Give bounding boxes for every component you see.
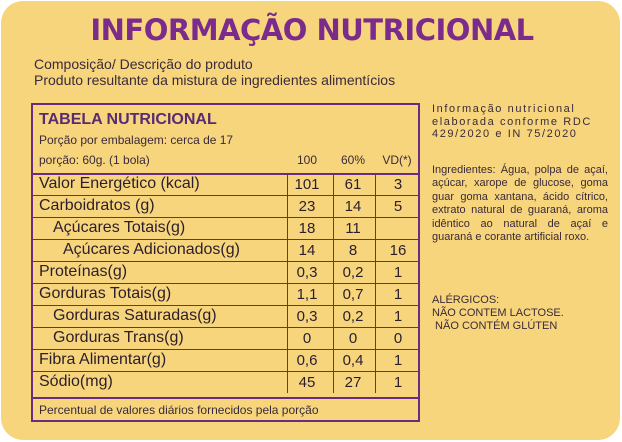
ingredients-text: Ingredientes: Água, polpa de açaí, açúcar, xarope de glucose, goma guar goma xantana, ácido cítrico, extrato natural de guaraná, aroma idêntico ao natural de açaí e guaraná e corante artificial roxo. xyxy=(432,164,608,244)
row-label-total-sugars: Açúcares Totais(g) xyxy=(53,219,186,236)
row-label-sodium: Sódio(mg) xyxy=(39,373,113,390)
column-header-100: 100 xyxy=(296,153,318,167)
row-label-trans-fat: Gorduras Trans(g) xyxy=(53,329,184,346)
row-label-fiber: Fibra Alimentar(g) xyxy=(39,351,167,368)
cell-sodium-per-portion: 27 xyxy=(344,374,362,391)
row-divider xyxy=(33,371,418,372)
cell-saturated-fat-per-100: 0,3 xyxy=(296,308,318,325)
cell-energy-per-100: 101 xyxy=(294,176,320,193)
row-divider xyxy=(33,283,418,284)
row-label-energy: Valor Energético (kcal) xyxy=(39,175,200,192)
column-divider xyxy=(287,173,288,393)
cell-carbs-per-100: 23 xyxy=(298,198,316,215)
cell-saturated-fat-per-portion: 0,2 xyxy=(342,308,364,325)
row-divider xyxy=(33,305,418,306)
column-divider xyxy=(333,173,334,393)
servings-per-package: Porção por embalagem: cerca de 17 xyxy=(39,133,234,147)
row-divider xyxy=(33,349,418,350)
cell-fiber-per-portion: 0,4 xyxy=(342,352,364,369)
regulation-line: elaborada conforme RDC xyxy=(432,115,592,128)
allergens-block xyxy=(432,294,608,333)
cell-total-fat-per-portion: 0,7 xyxy=(342,286,364,303)
portion-size: porção: 60g. (1 bola) xyxy=(39,153,150,167)
cell-added-sugars-per-100: 14 xyxy=(298,242,316,259)
cell-total-fat-per-100: 1,1 xyxy=(296,286,318,303)
cell-energy-daily-value: 3 xyxy=(393,176,403,193)
cell-trans-fat-daily-value: 0 xyxy=(393,330,403,347)
table-footnote: Percentual de valores diários fornecidos pela porção xyxy=(39,403,319,417)
regulation-line: Informação nutricional xyxy=(432,103,576,115)
cell-fiber-daily-value: 1 xyxy=(393,352,403,369)
row-label-saturated-fat: Gorduras Saturadas(g) xyxy=(53,307,217,324)
cell-sodium-per-100: 45 xyxy=(298,374,316,391)
column-header-60: 60% xyxy=(340,153,366,167)
cell-protein-per-portion: 0,2 xyxy=(342,264,364,281)
cell-total-sugars-per-100: 18 xyxy=(298,220,316,237)
allergen-gluten: NÃO CONTÉM GLÚTEN xyxy=(432,320,558,332)
table-heading: TABELA NUTRICIONAL xyxy=(39,111,217,128)
nutrition-table xyxy=(31,103,420,422)
row-label-added-sugars: Açúcares Adicionados(g) xyxy=(63,241,240,258)
cell-saturated-fat-daily-value: 1 xyxy=(393,308,403,325)
cell-total-sugars-per-portion: 11 xyxy=(345,220,361,237)
cell-energy-per-portion: 61 xyxy=(344,176,362,193)
cell-protein-per-100: 0,3 xyxy=(296,264,318,281)
row-label-carbs: Carboidratos (g) xyxy=(39,197,155,214)
table-footer-rule xyxy=(33,397,418,399)
cell-sodium-daily-value: 1 xyxy=(393,374,403,391)
allergen-lactose: NÃO CONTEM LACTOSE. xyxy=(432,307,564,319)
cell-added-sugars-per-portion: 8 xyxy=(348,242,358,259)
composition-heading: Composição/ Descrição do produto xyxy=(34,56,253,72)
cell-carbs-daily-value: 5 xyxy=(393,198,403,215)
row-divider xyxy=(33,239,418,240)
row-divider xyxy=(33,261,418,262)
page-title: INFORMAÇÃO NUTRICIONAL xyxy=(90,13,534,47)
regulation-line: 429/2020 e IN 75/2020 xyxy=(432,128,578,140)
row-label-protein: Proteínas(g) xyxy=(39,263,128,280)
cell-protein-daily-value: 1 xyxy=(393,264,403,281)
row-divider xyxy=(33,217,418,218)
cell-trans-fat-per-portion: 0 xyxy=(348,330,358,347)
cell-total-fat-daily-value: 1 xyxy=(393,286,403,303)
row-label-total-fat: Gorduras Totais(g) xyxy=(39,285,172,302)
allergens-heading: ALÉRGICOS: xyxy=(432,294,500,306)
composition-description: Produto resultante da mistura de ingredientes alimentícios xyxy=(34,72,396,88)
row-divider xyxy=(33,327,418,328)
regulation-note xyxy=(432,103,608,141)
row-divider xyxy=(33,195,418,196)
cell-carbs-per-portion: 14 xyxy=(344,198,362,215)
column-header-vd: VD(*) xyxy=(382,153,412,167)
column-divider xyxy=(375,173,376,393)
cell-trans-fat-per-100: 0 xyxy=(302,330,312,347)
cell-added-sugars-daily-value: 16 xyxy=(389,242,407,259)
cell-fiber-per-100: 0,6 xyxy=(296,352,318,369)
